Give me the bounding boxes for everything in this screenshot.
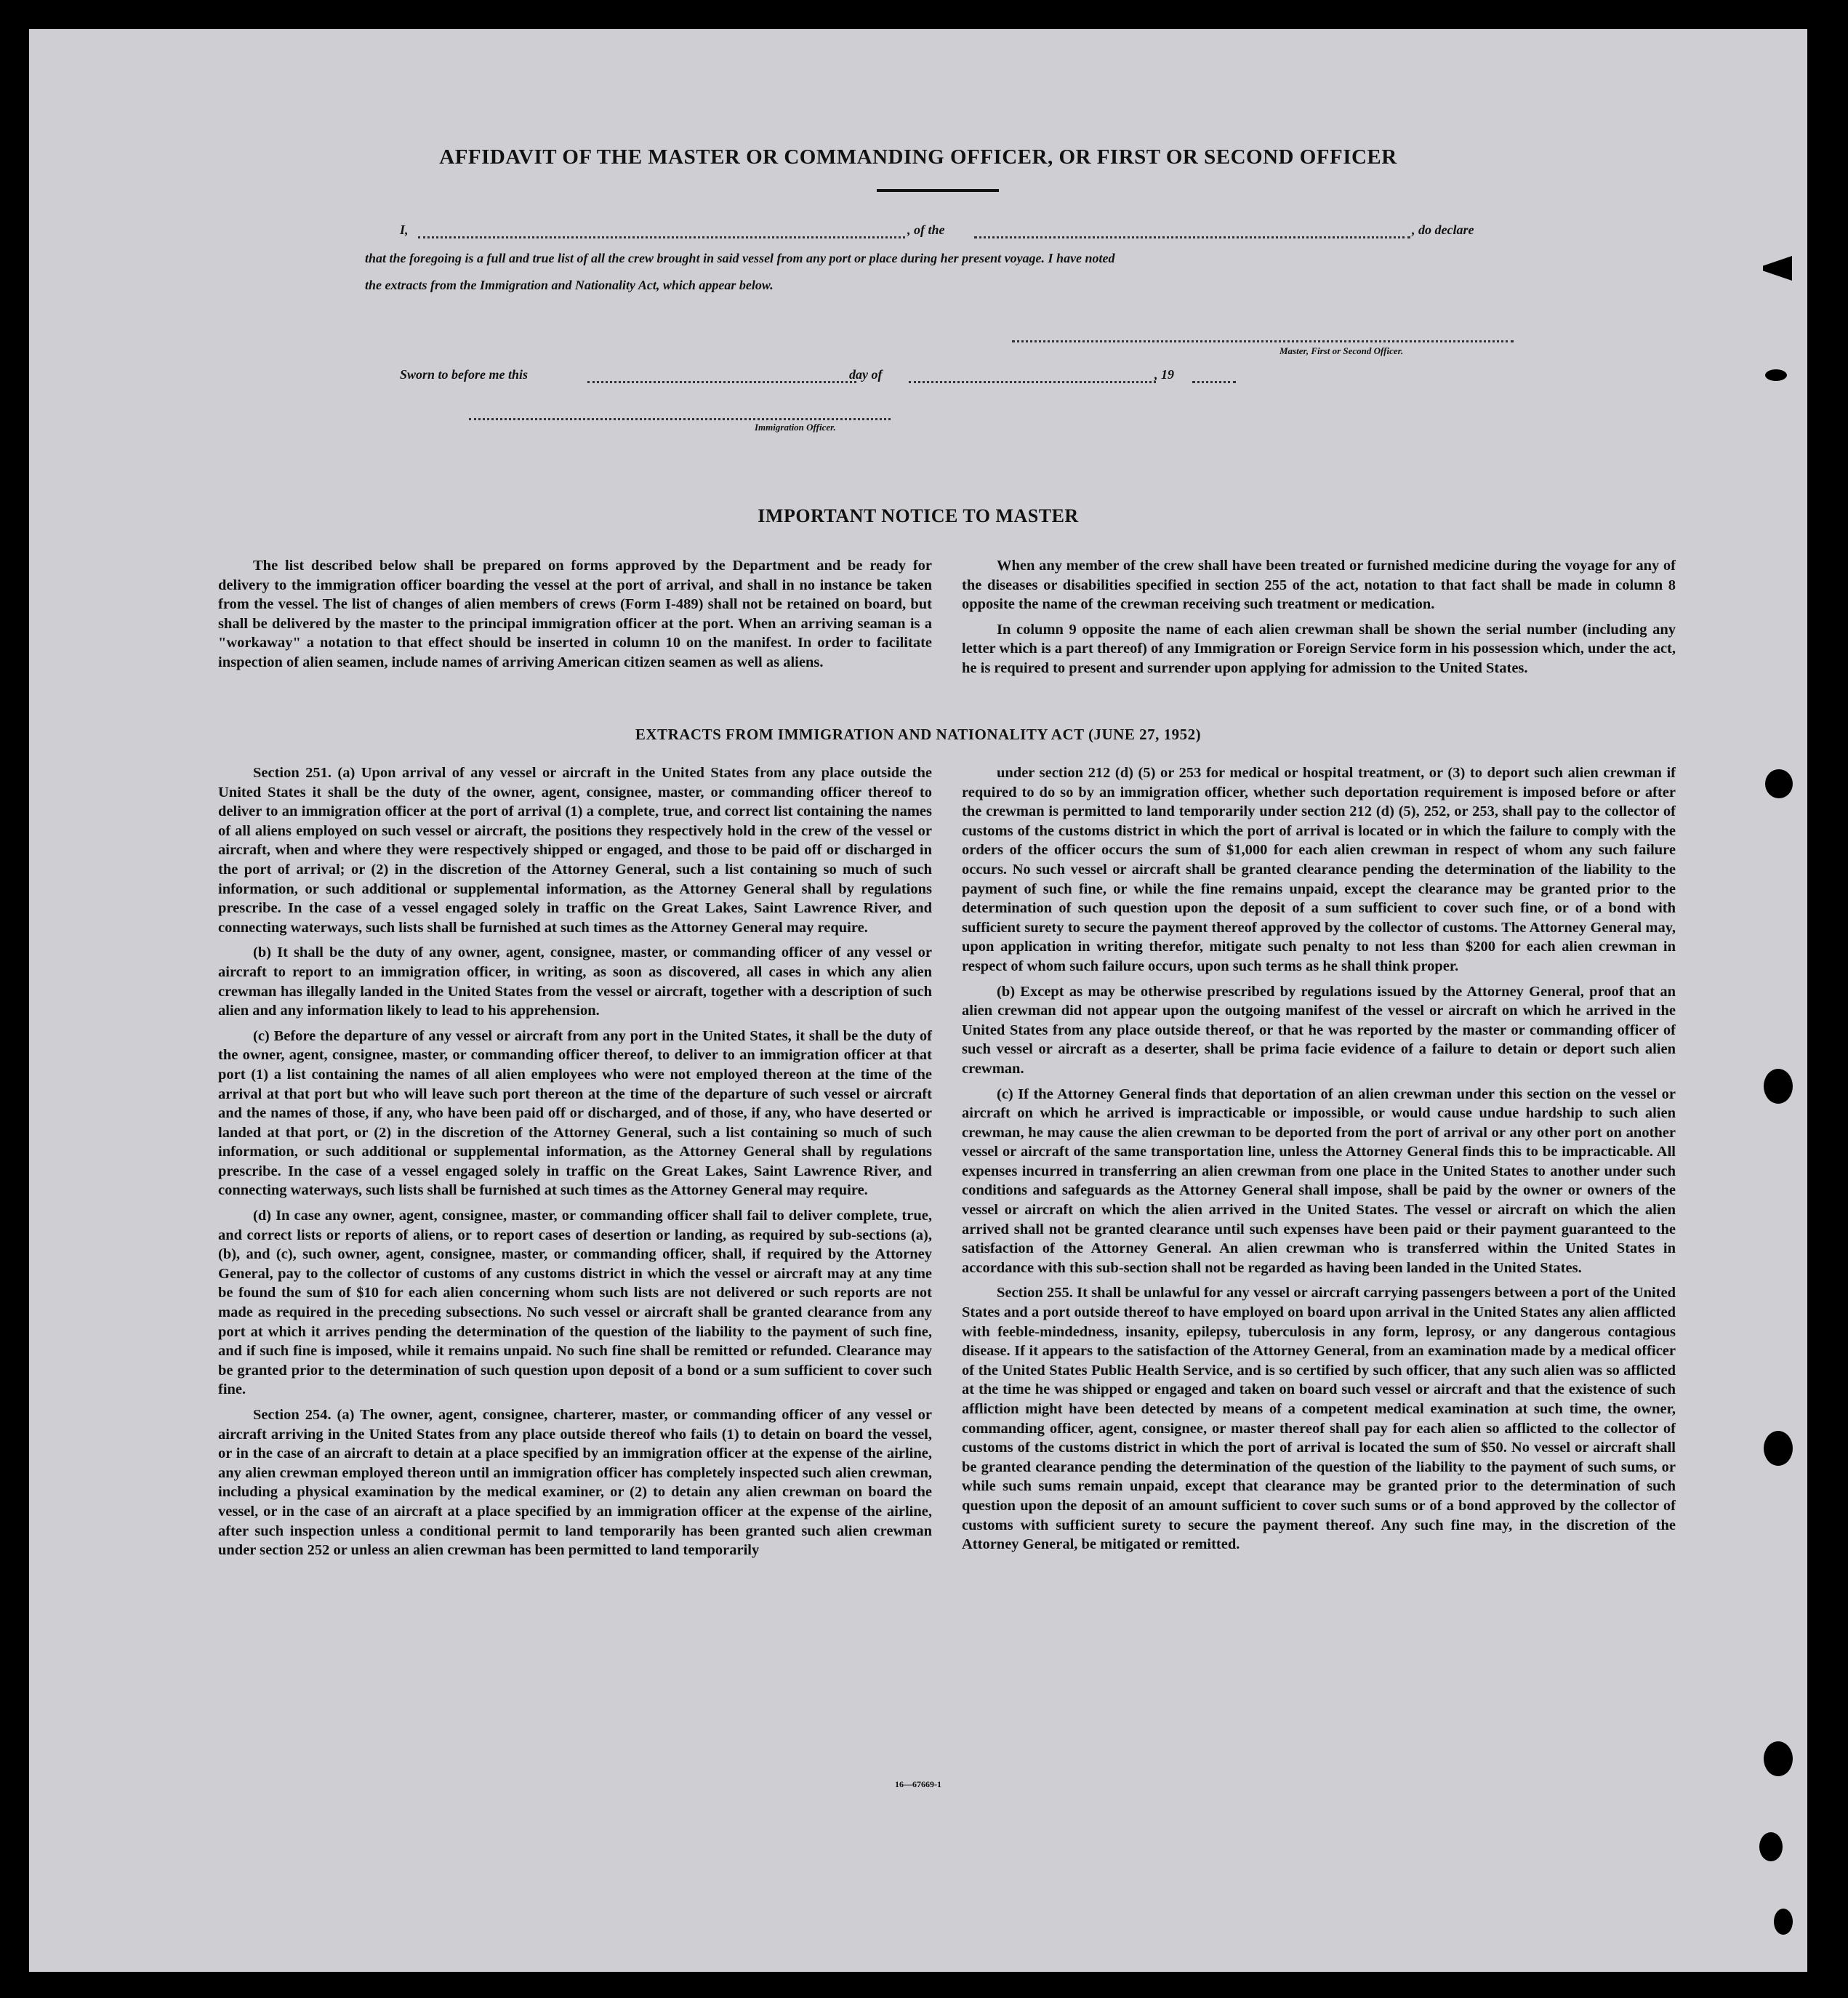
extracts-title: EXTRACTS FROM IMMIGRATION AND NATIONALITY ACT (JUNE 27, 1952): [635, 726, 1202, 743]
punch-mark: [1765, 369, 1787, 381]
year-label: , 19: [1154, 367, 1174, 382]
day-of-label: day of: [849, 367, 883, 382]
immigration-officer-line[interactable]: [469, 418, 891, 420]
notice-paragraph: In column 9 opposite the name of each alien crewman shall be shown the serial number (including any letter which is a part thereof) of any Immigration or Foreign Service form in his possession which, under the act, he is required to present and surrender upon applying for admission to the United States.: [962, 621, 1676, 676]
punch-mark: [1765, 769, 1793, 798]
i-label: I,: [400, 222, 409, 237]
form-page: [29, 29, 1807, 1972]
master-signature-line[interactable]: [1012, 340, 1514, 342]
notice-title: IMPORTANT NOTICE TO MASTER: [758, 505, 1079, 526]
extracts-left-column: [218, 763, 932, 1566]
sworn-year-line[interactable]: [1192, 381, 1236, 383]
master-signature-label: Master, First or Second Officer.: [1279, 345, 1404, 356]
extract-paragraph: (b) It shall be the duty of any owner, agent, consignee, master, or commanding officer of any vessel or aircraft to report to an immigration officer, in writing, as soon as discovered, all cases in which any alien crewman has illegally landed in the United States from the vessel or aircraft, together with a description of such alien and any information likely to lead to his apprehension.: [218, 944, 932, 1019]
sworn-day-line[interactable]: [587, 381, 856, 383]
notice-left-column: [218, 556, 932, 678]
punch-mark: [1774, 1909, 1793, 1935]
extracts-right-column: [962, 763, 1676, 1560]
extract-paragraph: under section 212 (d) (5) or 253 for medical or hospital treatment, or (3) to deport such alien crewman if required to do so by an immigration officer, whether such deportation requirement is imposed before or after the crewman is permitted to land temporarily under section 212 (d) (5), 252, or 253, shall pay to the collector of customs of the customs district in which the port of arrival is located or in which the failure to comply with the orders of the officer occurs the sum of $1,000 for each alien crewman in respect of whom any such failure occurs. No such vessel or aircraft shall be granted clearance pending the determination of the liability to the payment of such fine, or while the fine remains unpaid, except the clearance may be granted prior to the determination of such question upon the deposit of a sum sufficient to cover such fine, or of a bond with sufficient surety to secure the payment thereof approved by the collector of customs. The Attorney General may, upon application in writing therefor, mitigate such penalty to not less than $200 for each alien crewman in respect of whom such failure occurs, upon such terms as he shall think proper.: [962, 765, 1676, 974]
sworn-month-line[interactable]: [909, 381, 1156, 383]
punch-mark: [1763, 256, 1792, 281]
do-declare-label: , do declare: [1412, 222, 1474, 237]
extract-paragraph: (b) Except as may be otherwise prescribed by regulations issued by the Attorney General, proof that an alien crewman did not appear upon the outgoing manifest of the vessel or aircraft on which he arrived in the United States from any place outside thereof, or that he was reported by the master or commanding officer of such vessel or aircraft as a deserter, shall be prima facie evidence of a failure to detain or deport such alien crewman.: [962, 983, 1676, 1077]
sworn-label: Sworn to before me this: [400, 367, 529, 382]
vessel-field-line[interactable]: [974, 236, 1410, 238]
extract-paragraph: (c) If the Attorney General finds that deportation of an alien crewman under this section on the vessel or aircraft on which he arrived is impracticable or impossible, or would cause undue hardship to such alien crewman, he may cause the alien crewman to be deported from the port of arrival or any other port on another vessel or aircraft of the same transportation line, unless the Attorney General finds this to be impracticable. All expenses incurred in transferring an alien crewman from one place in the United States to another under such conditions and safeguards as the Attorney General shall impose, shall be paid by the owner or owners of the vessel or aircraft on which the alien arrived in the United States. The vessel or aircraft on which the alien arrived shall not be granted clearance until such expenses have been paid or their payment guaranteed to the satisfaction of the Attorney General. An alien crewman who is transferred within the United States in accordance with this sub-section shall not be regarded as having been landed in the United States.: [962, 1086, 1676, 1276]
extract-paragraph: (d) In case any owner, agent, consignee, master, or commanding officer shall fail to deliver complete, true, and correct lists or reports of aliens, or to report cases of desertion or landing, as required by sub-sections (a), (b), and (c), such owner, agent, consignee, master, or commanding officer, shall, if required by the Attorney General, pay to the collector of customs of any customs district in which the vessel or aircraft may at any time be found the sum of $10 for each alien concerning whom such lists are not delivered or such reports are not made as required in the preceding subsections. No such vessel or aircraft shall be granted clearance from any port at which it arrives pending the determination of the question of the liability to the payment of such fine, and if such fine is imposed, while it remains unpaid. No such fine shall be remitted or refunded. Clearance may be granted prior to the determination of such question upon deposit of a bond or a sum sufficient to cover such fine.: [218, 1208, 932, 1398]
binder-hole: [1759, 1832, 1783, 1861]
title-underline: [877, 189, 999, 192]
binder-hole: [1764, 1069, 1793, 1104]
extract-paragraph: Section 255. It shall be unlawful for any vessel or aircraft carrying passengers between a port of the United States and a port outside thereof to have employed on board upon arrival in the United States any alien afflicted with feeble-mindedness, insanity, epilepsy, tuberculosis in any form, leprosy, or any dangerous contagious disease. If it appears to the satisfaction of the Attorney General, from an examination made by a medical officer of the United States Public Health Service, and is so certified by such officer, that any such alien was so afflicted at the time he was shipped or engaged and taken on board such vessel or aircraft and that the existence of such affliction might have been detected by means of a competent medical examination at such time, the owner, commanding officer, agent, consignee, or master thereof shall pay for each alien so afflicted to the collector of customs of the customs district in which the port of arrival is located the sum of $50. No vessel or aircraft shall be granted clearance pending the determination of the question of the liability to the payment of such sums, or while such sums remain unpaid, except that clearance may be granted prior to the determination of such question upon the deposit of an amount sufficient to cover such sums or of a bond approved by the collector of customs with sufficient surety to secure the payment thereof. Any such fine may, in the discretion of the Attorney General, be mitigated or remitted.: [962, 1285, 1676, 1553]
of-the-label: , of the: [907, 222, 945, 237]
form-code: 16—67669-1: [895, 1779, 941, 1789]
notice-paragraph: When any member of the crew shall have been treated or furnished medicine during the voyage for any of the diseases or disabilities specified in section 255 of the act, notation to that fact shall be made in column 8 opposite the name of the crewman receiving such treatment or medication.: [962, 558, 1676, 613]
affidavit-title: AFFIDAVIT OF THE MASTER OR COMMANDING OFFICER, OR FIRST OR SECOND OFFICER: [439, 145, 1397, 169]
name-field-line[interactable]: [418, 236, 905, 238]
immigration-officer-label: Immigration Officer.: [755, 422, 836, 433]
binder-hole: [1764, 1741, 1793, 1776]
declaration-line-2: the extracts from the Immigration and Nationality Act, which appear below.: [365, 278, 774, 292]
binder-hole: [1764, 1431, 1793, 1466]
notice-paragraph: The list described below shall be prepared on forms approved by the Department and be ready for delivery to the immigration officer boarding the vessel at the port of arrival, and shall in no instance be taken from the vessel. The list of changes of alien members of crews (Form I-489) shall not be retained on board, but shall be delivered by the master to the principal immigration officer at the port. When an arriving seaman is a "workaway" a notation to that effect should be inserted in column 10 on the manifest. In order to facilitate inspection of alien seamen, include names of arriving American citizen seamen as well as aliens.: [218, 558, 932, 670]
declaration-line-1: that the foregoing is a full and true list of all the crew brought in said vessel from any port or place during her present voyage. I have noted: [365, 251, 1115, 265]
notice-right-column: [962, 556, 1676, 684]
extract-paragraph: Section 254. (a) The owner, agent, consignee, charterer, master, or commanding officer of any vessel or aircraft arriving in the United States from any place outside thereof who fails (1) to detain on board the vessel, or in the case of an aircraft to detain at a place specified by an immigration officer at the expense of the airline, any alien crewman employed thereon until an immigration officer has completely inspected such alien crewman, including a physical examination by the medical examiner, or (2) to detain any alien crewman on board the vessel, or in the case of an aircraft at a place specified by an immigration officer at the expense of the airline, after such inspection unless a conditional permit to land temporarily has been granted such alien crewman under section 252 or unless an alien crewman has been permitted to land temporarily: [218, 1407, 932, 1559]
extract-paragraph: (c) Before the departure of any vessel or aircraft from any port in the United States, it shall be the duty of the owner, agent, consignee, master, or commanding officer thereof, to deliver to an immigration officer at that port (1) a list containing the names of all alien employees who were not employed thereon at the time of the arrival at that port but who will leave such port thereon at the time of the departure of such vessel or aircraft and the names of those, if any, who have been paid off or discharged, and of those, if any, who have deserted or landed at that port, or (2) in the discretion of the Attorney General, such a list containing so much of such information, or such additional or supplemental information, as the Attorney General shall by regulations prescribe. In the case of a vessel engaged solely in traffic on the Great Lakes, Saint Lawrence River, and connecting waterways, such lists shall be furnished at such times as the Attorney General may require.: [218, 1027, 932, 1199]
extract-paragraph: Section 251. (a) Upon arrival of any vessel or aircraft in the United States from any place outside the United States it shall be the duty of the owner, agent, consignee, master, or commanding officer thereof to deliver to an immigration officer at the port of arrival (1) a complete, true, and correct list containing the names of all aliens employed on such vessel or aircraft, the positions they respectively hold in the crew of the vessel or aircraft, when and where they were respectively shipped or engaged, and those to be paid off or discharged in the port of arrival; or (2) in the discretion of the Attorney General, such a list containing so much of such information, or such additional or supplemental information, as the Attorney General shall by regulations prescribe. In the case of a vessel engaged solely in traffic on the Great Lakes, Saint Lawrence River, and connecting waterways, such lists shall be furnished at such times as the Attorney General may require.: [218, 765, 932, 936]
